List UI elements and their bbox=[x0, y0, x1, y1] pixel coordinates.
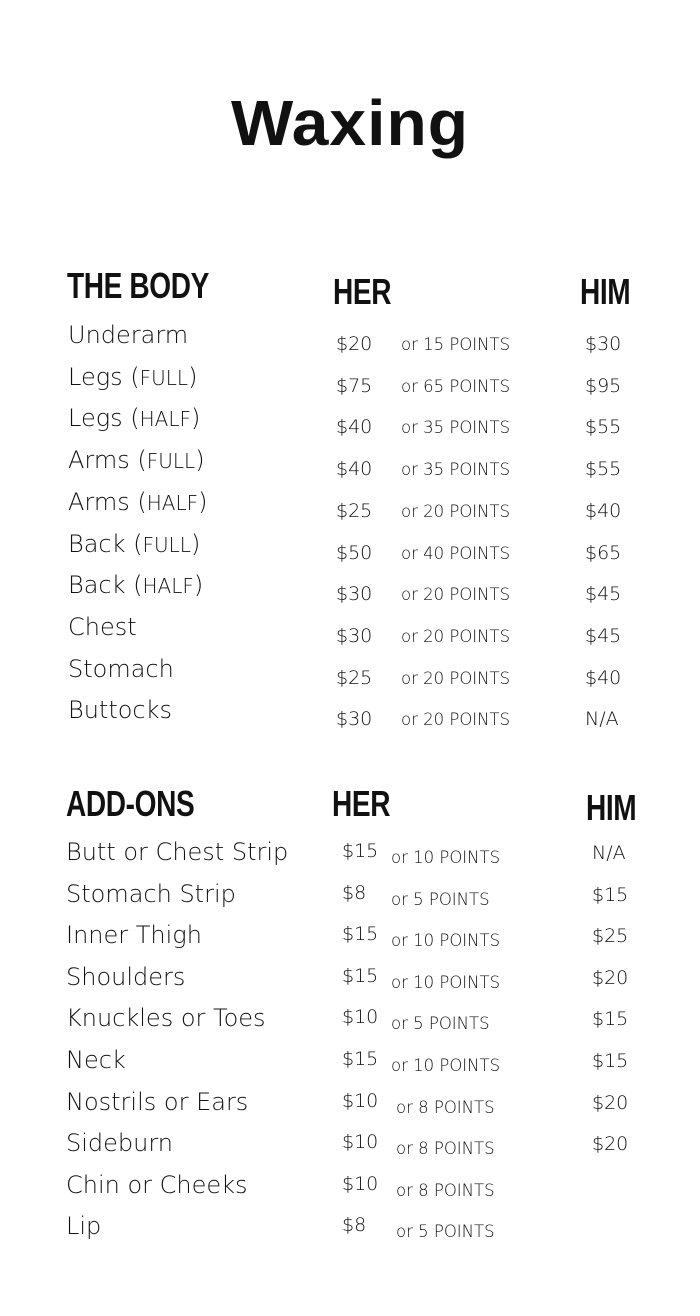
points-price: or 10 POINTS bbox=[391, 972, 501, 992]
addon-name: Sideburn bbox=[66, 1129, 174, 1158]
addon-name: Shoulders bbox=[66, 962, 186, 991]
service-paren: ) bbox=[188, 362, 198, 391]
her-price: $10 bbox=[342, 1006, 379, 1029]
service-name bbox=[68, 530, 200, 558]
service-label: Underarm bbox=[68, 321, 189, 349]
him-price: $30 bbox=[585, 333, 622, 355]
him-price: N/A bbox=[592, 842, 626, 864]
him-price: $45 bbox=[585, 624, 622, 647]
table-row bbox=[0, 655, 700, 697]
her-price: $20 bbox=[336, 333, 373, 355]
points-price: or 8 POINTS bbox=[396, 1139, 495, 1159]
table-row bbox=[0, 921, 700, 963]
service-label: Back ( bbox=[68, 571, 143, 600]
him-price: $65 bbox=[585, 541, 622, 564]
service-paren: ) bbox=[191, 404, 201, 433]
table-row bbox=[0, 963, 700, 1005]
table-row bbox=[0, 880, 700, 922]
points-price: or 20 POINTS bbox=[401, 501, 511, 521]
table-row bbox=[0, 404, 700, 446]
service-paren: ) bbox=[195, 446, 205, 475]
her-price: $30 bbox=[336, 708, 373, 731]
service-detail: FULL bbox=[146, 449, 196, 474]
service-detail: FULL bbox=[139, 365, 189, 390]
him-price: $45 bbox=[585, 583, 622, 606]
her-price: $15 bbox=[342, 923, 379, 946]
points-price: or 65 POINTS bbox=[401, 376, 511, 396]
service-name bbox=[68, 613, 137, 641]
him-price: N/A bbox=[585, 708, 619, 731]
body-her-heading: HER bbox=[333, 271, 392, 312]
table-row bbox=[0, 530, 700, 572]
table-row bbox=[0, 1129, 700, 1171]
addon-name: Neck bbox=[66, 1046, 126, 1074]
addon-name: Knuckles or Toes bbox=[66, 1004, 266, 1033]
table-row bbox=[0, 696, 700, 738]
points-price: or 15 POINTS bbox=[401, 335, 511, 354]
service-detail: FULL bbox=[142, 532, 191, 557]
service-name bbox=[68, 446, 205, 474]
her-price: $40 bbox=[336, 458, 373, 481]
page-title: Waxing bbox=[230, 87, 470, 159]
service-label: Arms ( bbox=[68, 487, 147, 516]
service-name bbox=[68, 488, 208, 516]
table-row bbox=[0, 321, 700, 363]
service-label: Back ( bbox=[68, 529, 143, 558]
points-price: or 5 POINTS bbox=[396, 1222, 495, 1242]
points-price: or 8 POINTS bbox=[396, 1180, 495, 1200]
service-label: Buttocks bbox=[68, 696, 173, 725]
addon-name: Stomach Strip bbox=[66, 879, 236, 908]
table-row bbox=[0, 571, 700, 613]
table-row bbox=[0, 1212, 700, 1254]
service-label: Stomach bbox=[68, 654, 174, 683]
points-price: or 35 POINTS bbox=[401, 460, 511, 480]
him-price: $40 bbox=[585, 666, 622, 689]
him-price: $15 bbox=[592, 883, 629, 906]
him-price: $25 bbox=[592, 925, 629, 948]
service-name bbox=[68, 696, 172, 724]
him-price: $20 bbox=[592, 966, 629, 989]
her-price: $25 bbox=[336, 666, 373, 689]
points-price: or 10 POINTS bbox=[391, 1056, 501, 1075]
her-price: $8 bbox=[342, 881, 367, 904]
her-price: $30 bbox=[336, 624, 373, 647]
him-price: $20 bbox=[592, 1091, 629, 1114]
addon-name: Nostrils or Ears bbox=[66, 1087, 249, 1116]
points-price: or 8 POINTS bbox=[396, 1097, 495, 1117]
her-price: $25 bbox=[336, 499, 373, 522]
her-price: $10 bbox=[342, 1172, 379, 1195]
table-row bbox=[0, 1004, 700, 1046]
addon-name: Butt or Chest Strip bbox=[66, 838, 289, 866]
table-row bbox=[0, 488, 700, 530]
table-row bbox=[0, 1088, 700, 1130]
table-row bbox=[0, 613, 700, 655]
her-price: $15 bbox=[342, 1048, 379, 1070]
table-row bbox=[0, 363, 700, 405]
service-label: Chest bbox=[68, 612, 137, 641]
her-price: $8 bbox=[342, 1214, 367, 1237]
her-price: $10 bbox=[342, 1131, 379, 1154]
addon-name: Inner Thigh bbox=[66, 921, 202, 950]
her-price: $10 bbox=[342, 1089, 379, 1112]
service-detail: HALF bbox=[139, 407, 191, 432]
service-label: Legs ( bbox=[68, 362, 140, 391]
him-price: $95 bbox=[585, 374, 622, 397]
her-price: $15 bbox=[342, 840, 379, 862]
points-price: or 5 POINTS bbox=[391, 889, 490, 909]
her-price: $40 bbox=[336, 416, 373, 439]
her-price: $15 bbox=[342, 964, 379, 987]
service-paren: ) bbox=[198, 487, 208, 516]
points-price: or 10 POINTS bbox=[391, 848, 501, 867]
addons-him-heading: HIM bbox=[586, 787, 637, 828]
service-name bbox=[68, 655, 174, 683]
her-price: $30 bbox=[336, 583, 373, 606]
her-price: $50 bbox=[336, 541, 373, 564]
points-price: or 5 POINTS bbox=[391, 1014, 490, 1034]
addons-her-heading: HER bbox=[332, 783, 391, 824]
him-price: $55 bbox=[585, 458, 622, 481]
points-price: or 20 POINTS bbox=[401, 585, 511, 605]
service-detail: HALF bbox=[146, 490, 199, 515]
him-price: $40 bbox=[585, 499, 622, 522]
addon-name: Chin or Cheeks bbox=[66, 1170, 248, 1199]
service-detail: HALF bbox=[142, 574, 194, 599]
points-price: or 20 POINTS bbox=[401, 626, 511, 646]
service-paren: ) bbox=[193, 571, 204, 600]
service-name bbox=[68, 363, 197, 391]
table-row bbox=[0, 1046, 700, 1088]
service-paren: ) bbox=[190, 529, 201, 558]
him-price: $20 bbox=[592, 1133, 629, 1156]
service-name bbox=[68, 404, 200, 432]
body-heading: THE BODY bbox=[67, 265, 209, 306]
table-row bbox=[0, 446, 700, 488]
him-price: $55 bbox=[585, 416, 622, 439]
table-row bbox=[0, 1171, 700, 1213]
her-price: $75 bbox=[336, 374, 373, 397]
service-name bbox=[68, 571, 203, 599]
service-label: Arms ( bbox=[68, 446, 147, 475]
table-row bbox=[0, 838, 700, 880]
him-price: $15 bbox=[592, 1008, 629, 1031]
addons-heading: ADD-ONS bbox=[66, 783, 195, 824]
points-price: or 20 POINTS bbox=[401, 668, 511, 688]
addon-name: Lip bbox=[66, 1212, 102, 1241]
points-price: or 40 POINTS bbox=[401, 543, 511, 563]
service-label: Legs ( bbox=[68, 404, 140, 433]
points-price: or 35 POINTS bbox=[401, 418, 511, 438]
him-price: $15 bbox=[592, 1050, 629, 1072]
service-name bbox=[68, 321, 188, 349]
body-him-heading: HIM bbox=[580, 271, 631, 312]
points-price: or 10 POINTS bbox=[391, 931, 501, 951]
points-price: or 20 POINTS bbox=[401, 710, 511, 730]
